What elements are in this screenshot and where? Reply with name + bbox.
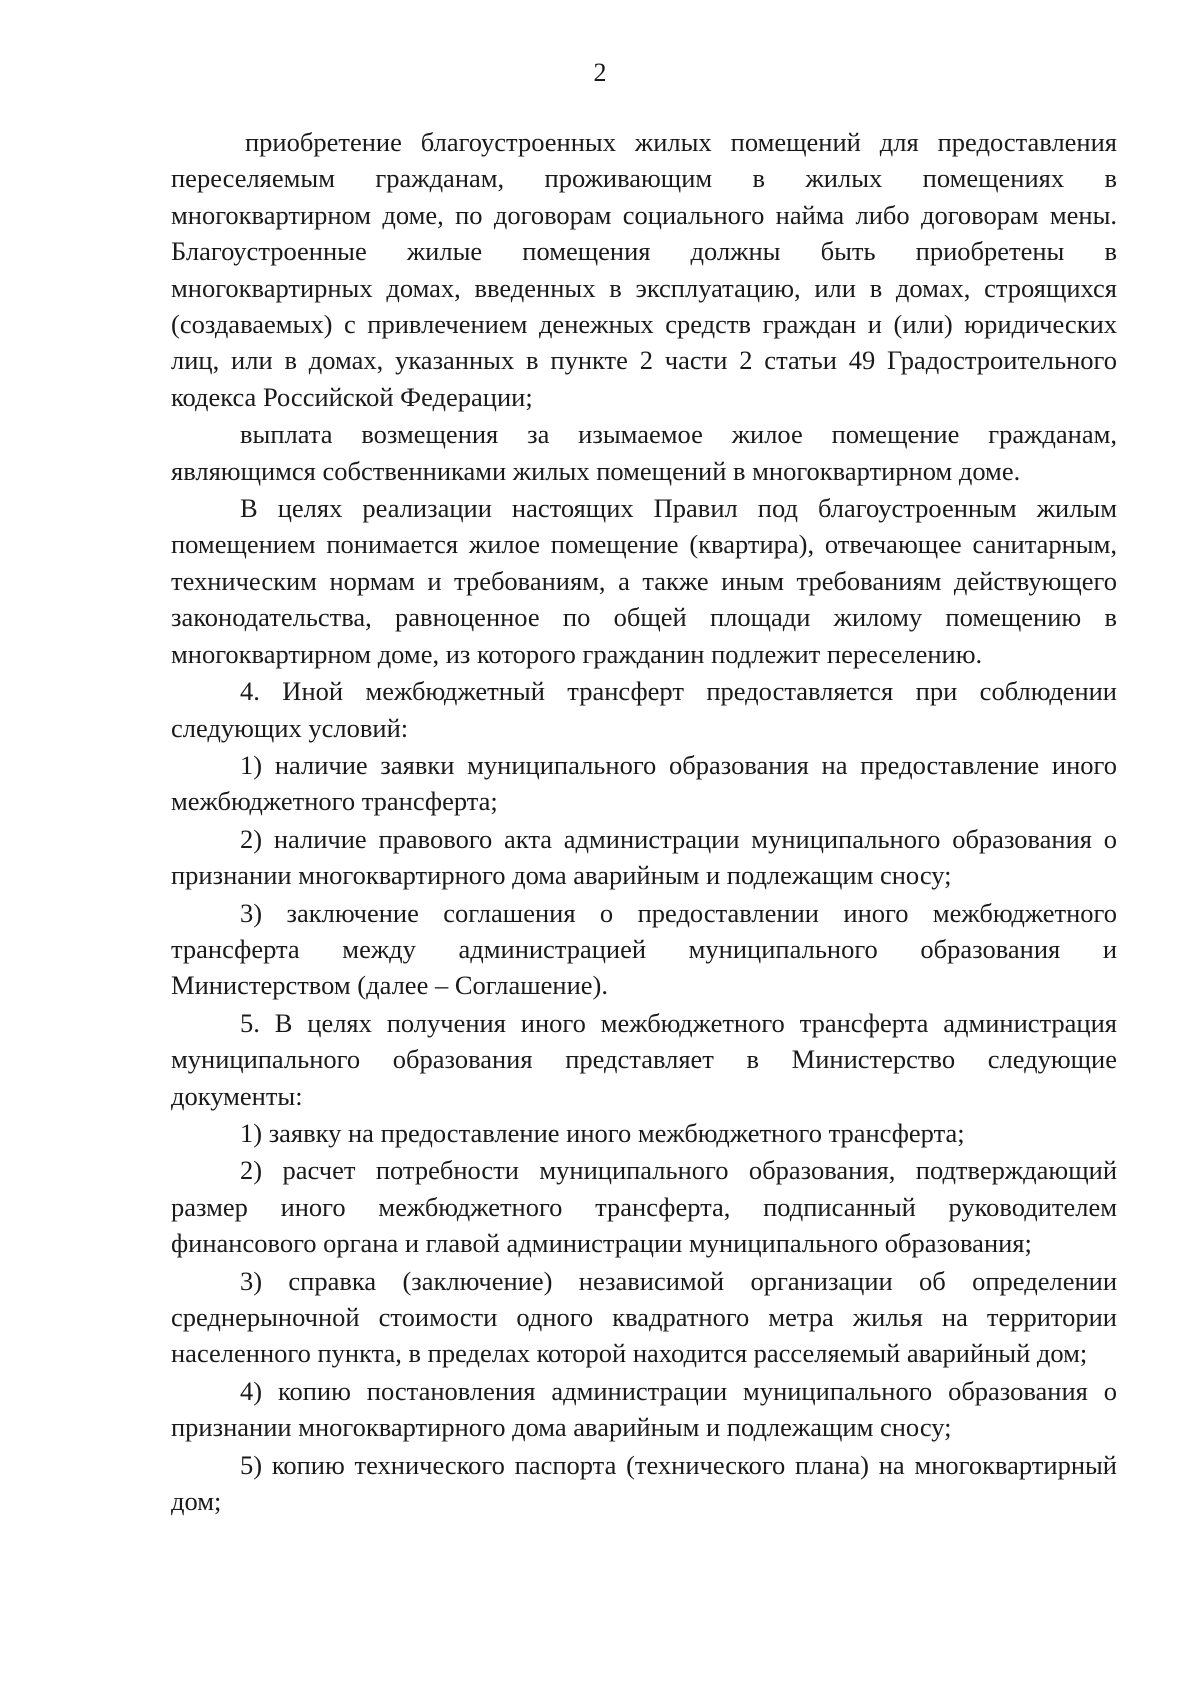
paragraph-clause-4: 4. Иной межбюджетный трансферт предоставляется при соблюдении следующих условий: (171, 676, 1117, 743)
paragraph-definition-housing: В целях реализации настоящих Правил под благоустроенным жилым помещением понимается жилое помещение (квартира), отвечающее санитарным, техническим нормам и требованиям, а также иным требованиям действующего законодательства, равноценное по общей площади жилому помещению в многоквартирном доме, из которого гражданин подлежит переселению. (171, 493, 1117, 669)
paragraph-clause-5-item-2: 2) расчет потребности муниципального образования, подтверждающий размер иного межбюджетного трансферта, подписанный руководителем финансового органа и главой администрации муниципального образования; (171, 1155, 1117, 1259)
page-number: 2 (593, 58, 607, 87)
paragraph-clause-5: 5. В целях получения иного межбюджетного трансферта администрация муниципального образования представляет в Министерство следующие документы: (171, 1007, 1117, 1111)
paragraph-clause-5-item-4: 4) копию постановления администрации муниципального образования о признании многоквартирного дома аварийным и подлежащим сносу; (171, 1375, 1117, 1443)
paragraph-compensation-payment: выплата возмещения за изымаемое жилое помещение гражданам, являющимся собственниками жилых помещений в многоквартирном доме. (171, 419, 1117, 486)
paragraph-clause-5-item-3: 3) справка (заключение) независимой организации об определении среднерыночной стоимости одного квадратного метра жилья на территории населенного пункта, в пределах которой находится расселяемый аварийный дом; (171, 1265, 1117, 1369)
paragraph-housing-acquisition: приобретение благоустроенных жилых помещений для предоставления переселяемым гражданам, проживающим в жилых помещениях в многоквартирном доме, по договорам социального найма либо договорам мены. Благоустроенные жилые помещения должны быть приобретены в многоквартирных домах, введенных в эксплуатацию, или в домах, строящихся (создаваемых) с привлечением денежных средств граждан и (или) юридических лиц, или в домах, указанных в пункте 2 части 2 статьи 49 Градостроительного кодекса Российской Федерации; (171, 127, 1117, 412)
paragraph-clause-4-item-1: 1) наличие заявки муниципального образования на предоставление иного межбюджетного трансферта; (171, 749, 1117, 817)
paragraph-clause-4-item-2: 2) наличие правового акта администрации муниципального образования о признании многоквартирного дома аварийным и подлежащим сносу; (171, 823, 1117, 891)
paragraph-clause-5-item-1: 1) заявку на предоставление иного межбюджетного трансферта; (240, 1117, 965, 1148)
document-body (171, 124, 1117, 1520)
paragraph-clause-5-item-5: 5) копию технического паспорта (технического плана) на многоквартирный дом; (171, 1449, 1117, 1517)
paragraph-clause-4-item-3: 3) заключение соглашения о предоставлении иного межбюджетного трансферта между администрацией муниципального образования и Министерством (далее – Соглашение). (171, 897, 1117, 1001)
